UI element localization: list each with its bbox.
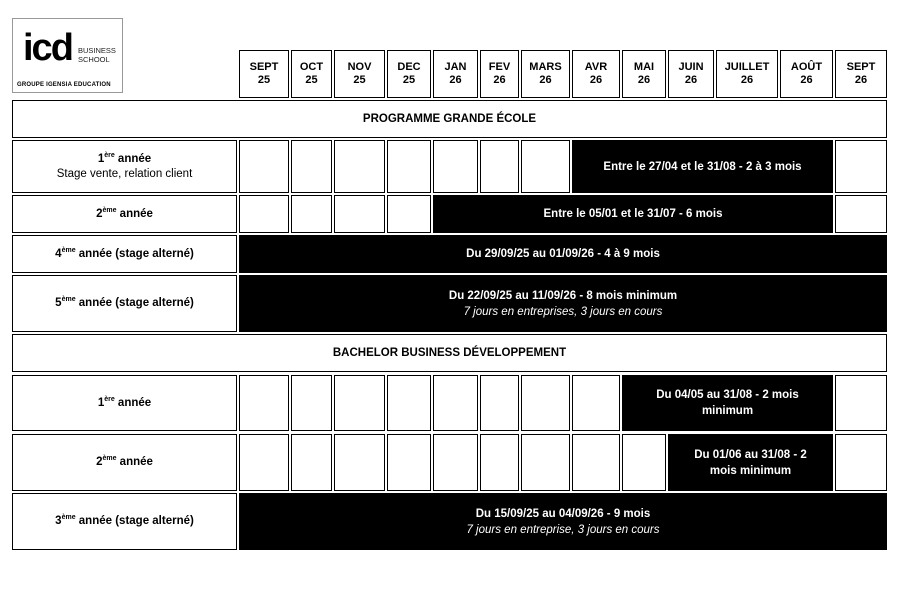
empty-cell [480,434,519,491]
period-subtext: 7 jours en entreprises, 3 jours en cours [463,305,663,318]
empty-cell [480,140,519,193]
empty-cell [239,375,289,431]
empty-cell [239,140,289,193]
empty-cell [239,434,289,491]
empty-cell [433,375,478,431]
empty-cell [291,140,332,193]
month-header: OCT 25 [291,50,332,98]
empty-cell [334,140,385,193]
section-title-pge: PROGRAMME GRANDE ÉCOLE [12,100,887,138]
empty-cell [334,375,385,431]
logo [12,18,123,93]
row-label: 1ère année Stage vente, relation client [12,140,237,193]
row-label: 3ème année (stage alterné) [12,493,237,550]
empty-cell [334,195,385,233]
empty-cell [291,434,332,491]
month-header: AOÛT 26 [780,50,833,98]
row-label: 5ème année (stage alterné) [12,275,237,332]
period-bar: Du 29/09/25 au 01/09/26 - 4 à 9 mois [239,235,887,273]
empty-cell [433,140,478,193]
month-header: SEPT 25 [239,50,289,98]
logo-mark: icd [23,27,72,69]
row-label: 2ème année [12,195,237,233]
empty-cell [334,434,385,491]
empty-cell [572,375,620,431]
logo-business-school [78,46,116,64]
empty-cell [835,434,887,491]
empty-cell [239,195,289,233]
empty-cell [835,195,887,233]
empty-cell [291,195,332,233]
row-label: 4ème année (stage alterné) [12,235,237,273]
period-bar: Du 15/09/25 au 04/09/26 - 9 mois 7 jours en entreprise, 3 jours en cours [239,493,887,550]
period-bar: Entre le 27/04 et le 31/08 - 2 à 3 mois [572,140,833,193]
period-bar: Entre le 05/01 et le 31/07 - 6 mois [433,195,833,233]
empty-cell [835,375,887,431]
month-header: FEV 26 [480,50,519,98]
period-subtext: 7 jours en entreprise, 3 jours en cours [466,523,660,536]
period-bar: Du 04/05 au 31/08 - 2 mois minimum [622,375,833,431]
empty-cell [291,375,332,431]
row-label: 2ème année [12,434,237,491]
empty-cell [480,375,519,431]
row-label: 1ère année [12,375,237,431]
empty-cell [835,140,887,193]
empty-cell [387,140,431,193]
month-header: JAN 26 [433,50,478,98]
month-header: JUILLET 26 [716,50,778,98]
empty-cell [433,434,478,491]
month-header: MARS 26 [521,50,570,98]
month-header: MAI 26 [622,50,666,98]
period-bar: Du 01/06 au 31/08 - 2 mois minimum [668,434,833,491]
row-note: Stage vente, relation client [56,167,193,180]
period-bar: Du 22/09/25 au 11/09/26 - 8 mois minimum 7 jours en entreprises, 3 jours en cours [239,275,887,332]
month-header: DEC 25 [387,50,431,98]
empty-cell [572,434,620,491]
empty-cell [521,434,570,491]
month-header: AVR 26 [572,50,620,98]
month-header: JUIN 26 [668,50,714,98]
logo-line2: SCHOOL [78,55,110,64]
empty-cell [387,195,431,233]
empty-cell [521,140,570,193]
section-title-bachelor: BACHELOR BUSINESS DÉVELOPPEMENT [12,334,887,372]
empty-cell [387,375,431,431]
empty-cell [622,434,666,491]
empty-cell [387,434,431,491]
month-header: NOV 25 [334,50,385,98]
logo-group: GROUPE IGENSIA EDUCATION [17,82,111,88]
logo-line1: BUSINESS [78,46,116,55]
month-header: SEPT 26 [835,50,887,98]
empty-cell [521,375,570,431]
